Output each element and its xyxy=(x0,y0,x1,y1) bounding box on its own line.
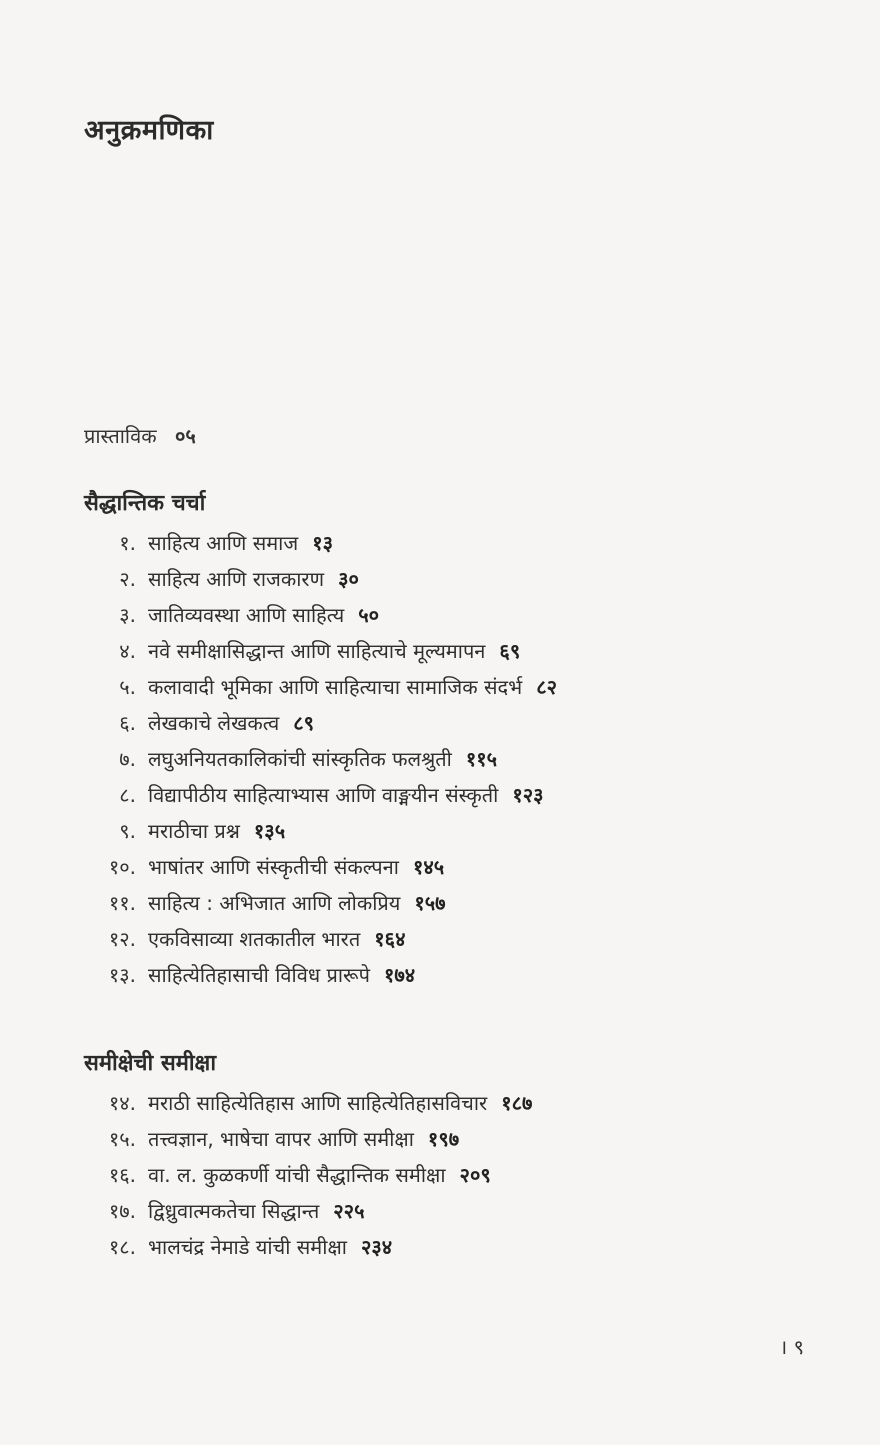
chapter-title: भाषांतर आणि संस्कृतीची संकल्पना xyxy=(148,855,399,879)
toc-entry xyxy=(92,1229,532,1265)
chapter-page-number: १९७ xyxy=(427,1127,460,1151)
toc-entry xyxy=(92,669,557,705)
toc-entry xyxy=(92,1193,532,1229)
chapter-title: वा. ल. कुळकर्णी यांची सैद्धान्तिक समीक्षा xyxy=(148,1163,446,1187)
chapter-page-number: १४५ xyxy=(412,855,445,879)
chapter-title: साहित्य : अभिजात आणि लोकप्रिय xyxy=(148,891,401,915)
chapter-title: कलावादी भूमिका आणि साहित्याचा सामाजिक संदर्भ xyxy=(148,675,523,699)
toc-list-critique xyxy=(92,1085,532,1265)
chapter-page-number: १६४ xyxy=(374,927,406,951)
preface-title: प्रास्ताविक xyxy=(84,424,157,448)
chapter-page-number: १२३ xyxy=(512,783,544,807)
chapter-page-number: १५७ xyxy=(414,891,446,915)
toc-entry xyxy=(92,741,557,777)
preface-page-number: ०५ xyxy=(174,424,196,448)
chapter-title: मराठीचा प्रश्न xyxy=(148,819,240,843)
toc-entry xyxy=(92,1085,532,1121)
toc-entry xyxy=(92,885,557,921)
chapter-number: १७. xyxy=(108,1199,136,1223)
chapter-number: १. xyxy=(119,531,136,555)
toc-entry xyxy=(92,813,557,849)
toc-entry xyxy=(92,633,557,669)
chapter-title: भालचंद्र नेमाडे यांची समीक्षा xyxy=(148,1235,347,1259)
toc-entry xyxy=(92,777,557,813)
chapter-title: लघुअनियतकालिकांची सांस्कृतिक फलश्रुती xyxy=(148,747,452,771)
chapter-number: २. xyxy=(119,567,136,591)
chapter-number: ९. xyxy=(119,819,136,843)
chapter-number: १०. xyxy=(108,855,136,879)
page-title: अनुक्रमणिका xyxy=(84,115,214,146)
toc-entry xyxy=(92,849,557,885)
chapter-number: ६. xyxy=(119,711,136,735)
toc-list-theoretical xyxy=(92,525,557,993)
chapter-number: १२. xyxy=(108,927,136,951)
chapter-title: विद्यापीठीय साहित्याभ्यास आणि वाङ्मयीन संस्कृती xyxy=(148,783,499,807)
chapter-title: तत्त्वज्ञान, भाषेचा वापर आणि समीक्षा xyxy=(148,1127,414,1151)
chapter-page-number: १८७ xyxy=(501,1091,533,1115)
chapter-page-number: ११५ xyxy=(465,747,498,771)
toc-entry xyxy=(92,1157,532,1193)
chapter-number: ४. xyxy=(119,639,136,663)
chapter-page-number: ३० xyxy=(338,567,359,591)
toc-entry xyxy=(92,921,557,957)
chapter-number: ११. xyxy=(108,891,136,915)
chapter-title: जातिव्यवस्था आणि साहित्य xyxy=(148,603,345,627)
chapter-number: ५. xyxy=(119,675,136,699)
section-title-critique: समीक्षेची समीक्षा xyxy=(84,1051,217,1076)
toc-entry xyxy=(92,705,557,741)
chapter-page-number: ५० xyxy=(358,603,380,627)
preface-entry xyxy=(84,422,196,449)
toc-entry xyxy=(92,561,557,597)
chapter-number: ३. xyxy=(119,603,136,627)
chapter-title: साहित्येतिहासाची विविध प्रारूपे xyxy=(148,963,370,987)
chapter-page-number: २३४ xyxy=(360,1235,393,1259)
chapter-page-number: १३ xyxy=(312,531,334,555)
chapter-title: एकविसाव्या शतकातील भारत xyxy=(148,927,361,951)
chapter-title: साहित्य आणि समाज xyxy=(148,531,299,555)
chapter-title: लेखकाचे लेखकत्व xyxy=(148,711,280,735)
chapter-title: द्विध्रुवात्मकतेचा सिद्धान्त xyxy=(148,1199,320,1223)
section-title-theoretical: सैद्धान्तिक चर्चा xyxy=(84,491,206,516)
chapter-page-number: २०९ xyxy=(459,1163,491,1187)
chapter-title: नवे समीक्षासिद्धान्त आणि साहित्याचे मूल्यमापन xyxy=(148,639,486,663)
chapter-page-number: ६९ xyxy=(499,639,521,663)
chapter-number: १६. xyxy=(108,1163,136,1187)
chapter-page-number: २२५ xyxy=(333,1199,365,1223)
chapter-number: ७. xyxy=(119,747,136,771)
chapter-title: साहित्य आणि राजकारण xyxy=(148,567,325,591)
chapter-number: १५. xyxy=(108,1127,136,1151)
toc-entry xyxy=(92,525,557,561)
toc-entry xyxy=(92,957,557,993)
folio-page-number: । ९ xyxy=(779,1335,804,1359)
toc-entry xyxy=(92,597,557,633)
chapter-page-number: ८२ xyxy=(536,675,557,699)
toc-entry xyxy=(92,1121,532,1157)
chapter-number: १८. xyxy=(108,1235,136,1259)
chapter-page-number: १७४ xyxy=(383,963,416,987)
chapter-page-number: १३५ xyxy=(253,819,286,843)
chapter-title: मराठी साहित्येतिहास आणि साहित्येतिहासविचार xyxy=(148,1091,488,1115)
chapter-number: ८. xyxy=(119,783,136,807)
chapter-number: १४. xyxy=(108,1091,136,1115)
chapter-page-number: ८९ xyxy=(293,711,315,735)
chapter-number: १३. xyxy=(108,963,136,987)
